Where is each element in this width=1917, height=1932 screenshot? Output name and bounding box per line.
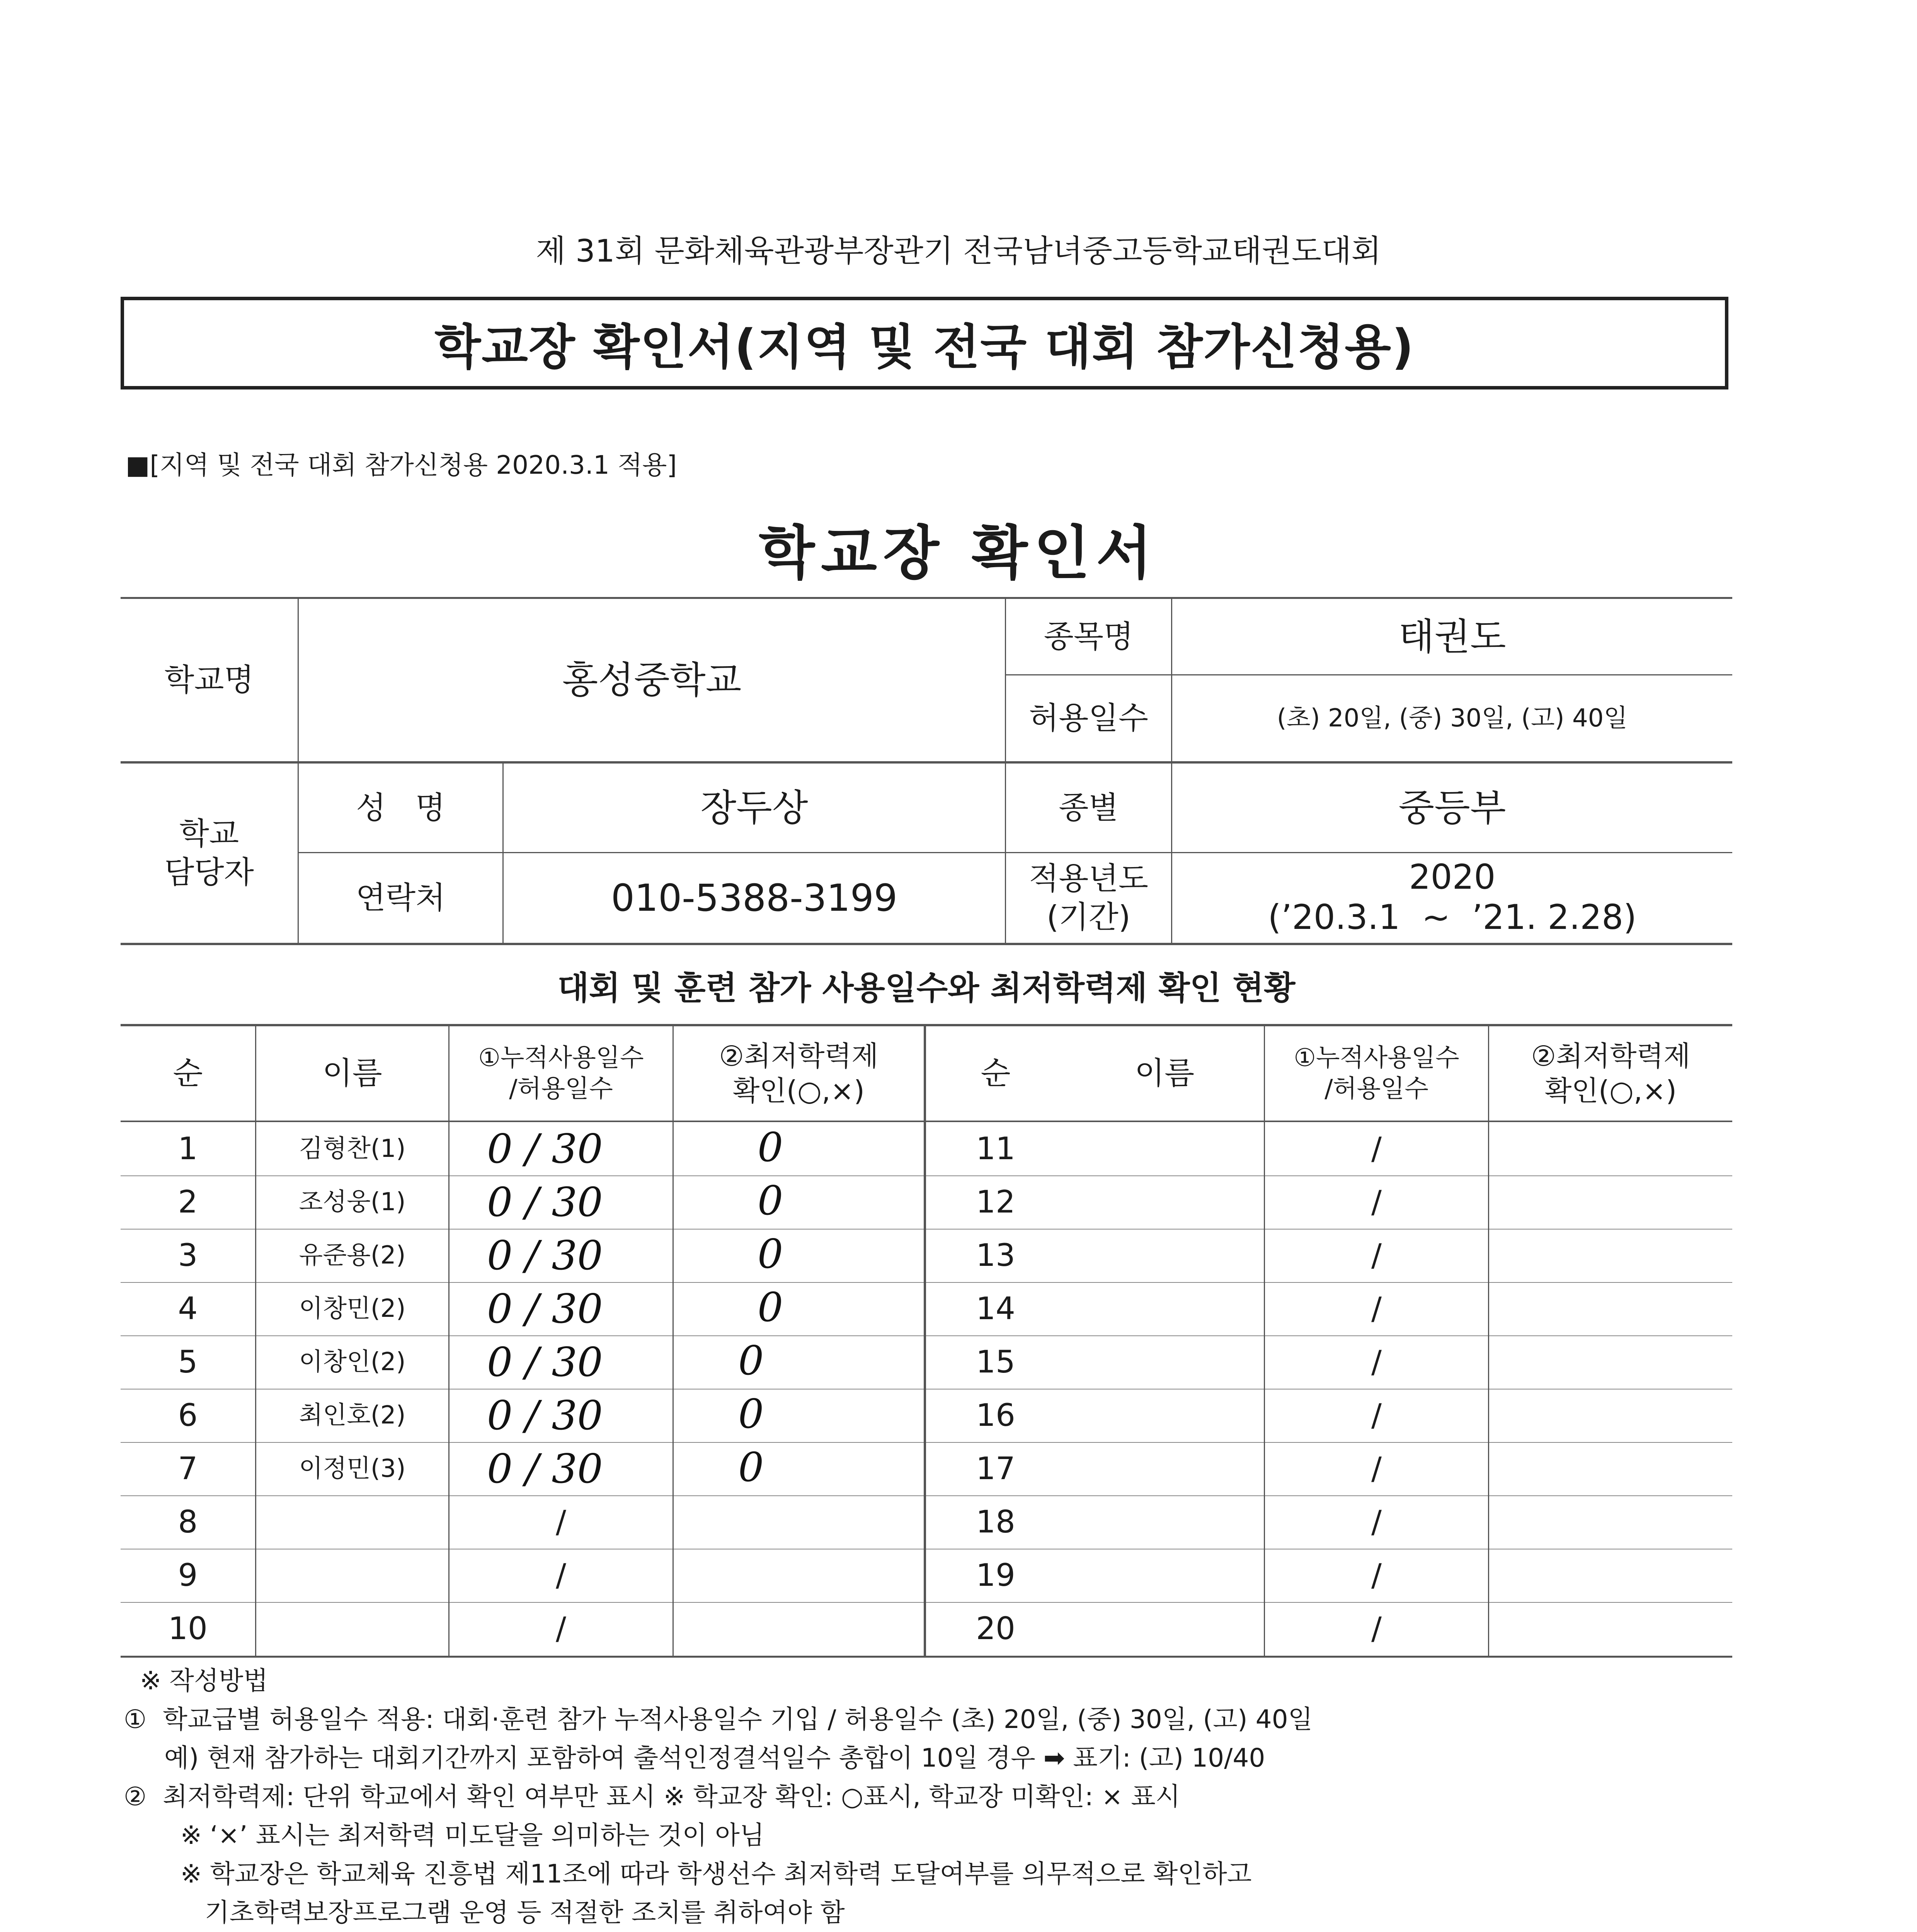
- handwritten-check: 0: [738, 1444, 764, 1491]
- days-slash: /: [556, 1557, 566, 1593]
- form-title-box: [121, 297, 1728, 389]
- allowed-days-value: (초) 20일, (중) 30일, (고) 40일: [1277, 704, 1628, 733]
- days-slash: /: [556, 1504, 566, 1540]
- handwritten-check: 0: [758, 1177, 783, 1224]
- row-number: 12: [976, 1184, 1015, 1220]
- header-no-left: 순: [173, 1055, 203, 1091]
- instruction-line: 예) 현재 참가하는 대회기간까지 포함하여 출석인정결석일수 총합이 10일 경우 ➡ 표기: (고) 10/40: [124, 1743, 1265, 1773]
- staff-label: 학교 담당자: [164, 816, 254, 890]
- athlete-name: 조성웅(1): [299, 1188, 406, 1216]
- row-number: 7: [178, 1451, 198, 1486]
- row-number: 15: [976, 1344, 1015, 1380]
- header-min-left: ②최저학력제 확인(○,×): [719, 1040, 878, 1107]
- days-slash: /: [1371, 1237, 1382, 1273]
- row-number: 5: [178, 1344, 198, 1380]
- header-name-right: 이름: [1134, 1055, 1195, 1091]
- division-label: 종별: [1059, 789, 1119, 826]
- handwritten-check: 0: [758, 1284, 783, 1331]
- division-value: 중등부: [1398, 786, 1506, 830]
- writing-instructions: [124, 1662, 1313, 1932]
- instruction-line: ※ 작성방법: [124, 1666, 268, 1696]
- handwritten-days: 0 / 30: [487, 1392, 603, 1439]
- row-number: 6: [178, 1397, 198, 1433]
- handwritten-days: 0 / 30: [487, 1179, 603, 1226]
- row-number: 4: [178, 1291, 198, 1327]
- days-slash: /: [556, 1611, 566, 1646]
- athlete-name: [256, 1602, 448, 1655]
- instruction-line: ① 학교급별 허용일수 적용: 대회·훈련 참가 누적사용일수 기입 / 허용일수 (초) 20일, (중) 30일, (고) 40일: [124, 1704, 1313, 1734]
- row-number: 13: [976, 1237, 1015, 1273]
- row-number: 1: [178, 1131, 198, 1167]
- staff-name-label: 성 명: [356, 789, 445, 826]
- section-title: 대회 및 훈련 참가 사용일수와 최저학력제 확인 현황: [557, 969, 1296, 1007]
- period-value: (’20.3.1 ~ ’21. 2.28): [1268, 897, 1637, 937]
- header-min-right: ②최저학력제 확인(○,×): [1531, 1040, 1691, 1107]
- header-days-left: ①누적사용일수 /허용일수: [478, 1044, 644, 1103]
- handwritten-check: 0: [758, 1230, 783, 1277]
- sport-value: 태권도: [1398, 615, 1506, 658]
- year-value: 2020: [1409, 857, 1496, 897]
- athlete-name: 이창인(2): [299, 1348, 406, 1376]
- instruction-line: ② 최저학력제: 단위 학교에서 확인 여부만 표시 ※ 학교장 확인: ○표시, 학교장 미확인: × 표시: [124, 1782, 1180, 1811]
- row-number: 20: [976, 1611, 1015, 1646]
- document-title: 학교장 확인서: [759, 520, 1158, 587]
- school-name-label: 학교명: [164, 662, 254, 698]
- days-slash: /: [1371, 1451, 1382, 1486]
- period-label: 적용년도 (기간): [1028, 861, 1149, 935]
- days-slash: /: [1371, 1131, 1382, 1167]
- athlete-name: 최인호(2): [299, 1401, 406, 1430]
- form-title: 학교장 확인서(지역 및 전국 대회 참가신청용): [434, 320, 1415, 375]
- handwritten-check: 0: [738, 1337, 764, 1384]
- athlete-name: 김형찬(1): [299, 1134, 406, 1163]
- handwritten-check: 0: [738, 1390, 764, 1437]
- row-number: 3: [178, 1237, 198, 1273]
- days-slash: /: [1371, 1557, 1382, 1593]
- athlete-name: 유준용(2): [299, 1241, 406, 1270]
- header-no-right: 순: [981, 1055, 1011, 1091]
- row-number: 2: [178, 1184, 198, 1220]
- sport-label: 종목명: [1044, 618, 1134, 655]
- days-slash: /: [1371, 1291, 1382, 1327]
- handwritten-days: 0 / 30: [487, 1338, 603, 1386]
- instruction-line: ※ 학교장은 학교체육 진흥법 제11조에 따라 학생선수 최저학력 도달여부를 의무적으로 확인하고: [124, 1859, 1252, 1889]
- athlete-name: [256, 1549, 448, 1602]
- handwritten-days: 0 / 30: [487, 1445, 603, 1492]
- athlete-name: 이정민(3): [299, 1454, 406, 1483]
- row-number: 14: [976, 1291, 1015, 1327]
- days-slash: /: [1371, 1344, 1382, 1380]
- handwritten-check: 0: [758, 1124, 783, 1171]
- handwritten-days: 0 / 30: [487, 1285, 603, 1332]
- days-slash: /: [1371, 1611, 1382, 1646]
- row-number: 19: [976, 1557, 1015, 1593]
- athlete-name: 이창민(2): [299, 1294, 406, 1323]
- allowed-days-label: 허용일수: [1028, 700, 1149, 736]
- row-number: 9: [178, 1557, 198, 1593]
- row-number: 17: [976, 1451, 1015, 1486]
- header-name-left: 이름: [322, 1055, 382, 1091]
- row-number: 8: [178, 1504, 198, 1540]
- handwritten-days: 0 / 30: [487, 1125, 603, 1172]
- contact-value: 010-5388-3199: [611, 876, 898, 920]
- handwritten-days: 0 / 30: [487, 1232, 603, 1279]
- contact-label: 연락처: [356, 880, 446, 916]
- instruction-line: 기초학력보장프로그램 운영 등 적절한 조치를 취하여야 함: [124, 1898, 845, 1927]
- staff-name: 장두상: [700, 786, 808, 830]
- row-number: 16: [976, 1397, 1015, 1433]
- athlete-name: [256, 1495, 448, 1549]
- days-slash: /: [1371, 1397, 1382, 1433]
- instruction-line: ※ ‘×’ 표시는 최저학력 미도달을 의미하는 것이 아님: [124, 1820, 764, 1850]
- row-number: 10: [168, 1611, 208, 1646]
- row-number: 11: [976, 1131, 1015, 1167]
- row-number: 18: [976, 1504, 1015, 1540]
- days-slash: /: [1371, 1504, 1382, 1540]
- notice: ■[지역 및 전국 대회 참가신청용 2020.3.1 적용]: [126, 450, 677, 480]
- days-slash: /: [1371, 1184, 1382, 1220]
- event-title: 제 31회 문화체육관광부장관기 전국남녀중고등학교태권도대회: [536, 233, 1381, 269]
- school-name: 홍성중학교: [562, 658, 742, 702]
- header-days-right: ①누적사용일수 /허용일수: [1294, 1044, 1459, 1103]
